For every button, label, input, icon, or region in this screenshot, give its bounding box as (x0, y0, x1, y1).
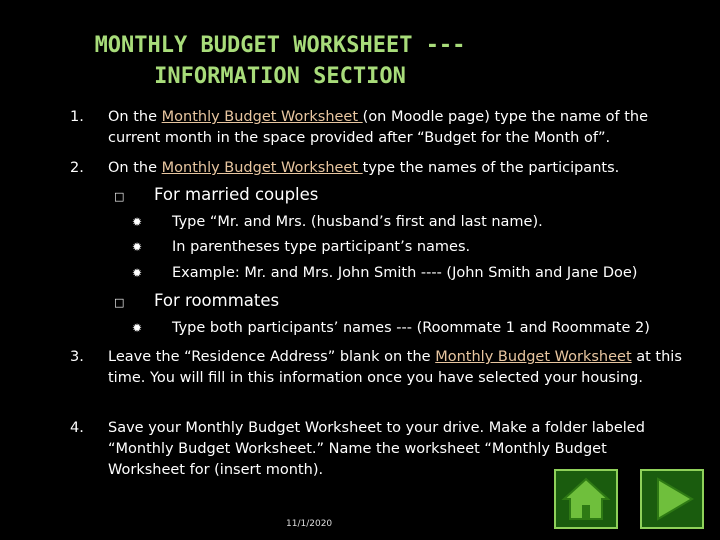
item-text (108, 347, 688, 389)
star-bullet-icon: ✹ (132, 240, 143, 254)
sub-item-label: For roommates (154, 291, 280, 310)
box-bullet-icon: □ (114, 296, 125, 309)
monthly-budget-worksheet-link[interactable]: Monthly Budget Worksheet (435, 349, 632, 365)
item-number: 2. (70, 160, 84, 176)
item-text-post: (on Moodle page) type the name of the current month in the space provided after “Budget for the Month of”. (108, 109, 648, 146)
title-line-2: INFORMATION SECTION (154, 64, 406, 89)
monthly-budget-worksheet-link[interactable]: Monthly Budget Worksheet (161, 160, 363, 176)
item-text-pre: On the (108, 109, 162, 125)
next-slide-button[interactable] (640, 469, 704, 529)
item-text-post: type the names of the participants. (362, 160, 620, 176)
bullet-text: Type “Mr. and Mrs. (husband’s first and last name). (172, 214, 543, 230)
star-bullet-icon: ✹ (132, 215, 143, 229)
play-arrow-icon (642, 471, 702, 527)
monthly-budget-worksheet-link[interactable]: Monthly Budget Worksheet (161, 109, 363, 125)
item-text-pre: On the (108, 160, 162, 176)
bullet-text: Type both participants’ names --- (Roommate 1 and Roommate 2) (172, 320, 650, 336)
slide-title (0, 30, 560, 92)
item-number: 4. (70, 420, 84, 436)
bullet-text: In parentheses type participant’s names. (172, 239, 471, 255)
box-bullet-icon: □ (114, 190, 125, 203)
item-text (108, 107, 688, 149)
item-text: Save your Monthly Budget Worksheet to your drive. Make a folder labeled “Monthly Budget Worksheet.” Name the worksheet “Monthly Budget Worksheet for (insert month). (108, 420, 645, 478)
item-number: 1. (70, 109, 84, 125)
item-text-post: at this time. You will fill in this information once you have selected your housing. (108, 349, 682, 386)
star-bullet-icon: ✹ (132, 321, 143, 335)
home-icon (556, 471, 616, 527)
item-text-pre: Leave the “Residence Address” blank on the (108, 349, 436, 365)
star-bullet-icon: ✹ (132, 266, 143, 280)
sub-item-label: For married couples (154, 185, 319, 204)
item-text (108, 158, 688, 179)
title-line-1: MONTHLY BUDGET WORKSHEET --- (94, 33, 466, 58)
bullet-text: Example: Mr. and Mrs. John Smith ---- (John Smith and Jane Doe) (172, 265, 638, 281)
home-button[interactable] (554, 469, 618, 529)
item-number: 3. (70, 349, 84, 365)
footer-date: 11/1/2020 (286, 519, 333, 529)
